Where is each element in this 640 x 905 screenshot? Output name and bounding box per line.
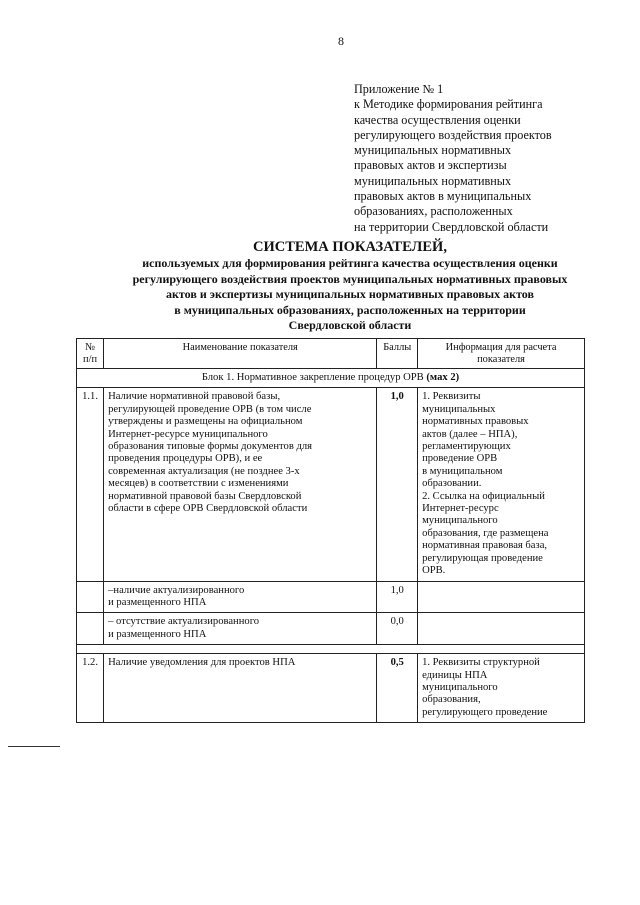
text-line: нормативная правовая база,: [422, 540, 548, 552]
row-number-empty: [77, 581, 104, 613]
margin-mark: [8, 746, 60, 747]
appendix-line: Приложение № 1: [354, 82, 444, 96]
row-number: 1.2.: [77, 654, 104, 723]
spacer-cell: [77, 645, 585, 654]
page-number: 8: [338, 34, 344, 48]
header-num-line: п/п: [83, 353, 98, 365]
appendix-line: регулирующего воздействия проектов: [354, 127, 552, 142]
block-row: [77, 369, 585, 388]
text-line: утверждены и размещены на официальном: [108, 416, 303, 428]
text-line: проведение ОРВ: [422, 453, 498, 465]
text-line: единицы НПА: [422, 669, 488, 681]
title-line: актов и экспертизы муниципальных нормативных правовых актов: [166, 287, 534, 301]
text-line: муниципальных: [422, 403, 496, 415]
info-empty: [418, 613, 585, 645]
main-title: СИСТЕМА ПОКАЗАТЕЛЕЙ,: [253, 239, 447, 255]
table-row: [77, 581, 585, 613]
text-line: Наличие нормативной правовой базы,: [108, 391, 281, 403]
text-line: в муниципальном: [422, 465, 503, 477]
text-line: муниципального: [422, 515, 498, 527]
text-line: 2. Ссылка на официальный: [422, 490, 545, 502]
appendix-line: муниципальных нормативных: [354, 143, 512, 158]
appendix-line: к Методике формирования рейтинга: [354, 97, 543, 112]
text-line: образования типовые формы документов для: [108, 441, 313, 453]
text-line: регулирующего проведение: [422, 706, 548, 718]
option-score: 1,0: [377, 581, 418, 613]
info-empty: [418, 581, 585, 613]
appendix-line: правовых актов в муниципальных: [354, 189, 532, 204]
option-score: 0,0: [377, 613, 418, 645]
table-row: [77, 613, 585, 645]
text-line: области в сфере ОРВ Свердловской области: [108, 503, 308, 515]
text-line: образовании.: [422, 478, 482, 490]
title-line: Свердловской области: [288, 318, 412, 332]
header-num: [77, 339, 104, 369]
text-line: проведения процедуры ОРВ), и ее: [108, 453, 263, 465]
text-line: 1. Реквизиты структурной: [422, 657, 540, 669]
text-line: 1. Реквизиты: [422, 391, 481, 403]
text-line: нормативных правовых: [422, 416, 529, 428]
indicator-name: Наличие уведомления для проектов НПА: [104, 654, 377, 723]
table-row: [77, 654, 585, 723]
indicators-table: [76, 338, 585, 723]
indicator-score: 1,0: [377, 388, 418, 581]
text-line: образования, где размещена: [422, 527, 549, 539]
text-line: регламентирующих: [422, 441, 511, 453]
text-line: регулирующая проведение: [422, 552, 543, 564]
text-line: и размещенного НПА: [108, 628, 207, 640]
table-row: [77, 388, 585, 581]
appendix-line: качества осуществления оценки: [354, 112, 521, 127]
appendix-line: муниципальных нормативных: [354, 173, 512, 188]
text-line: ОРВ.: [422, 565, 446, 577]
text-line: месяцев) в соответствии с изменениями: [108, 478, 289, 490]
row-number-empty: [77, 613, 104, 645]
text-line: регулирующей проведение ОРВ (в том числе: [108, 403, 312, 415]
text-line: Интернет-ресурсе муниципального: [108, 428, 268, 440]
block-1-heading: [77, 369, 585, 388]
spacer-row: [77, 645, 585, 654]
text-line: нормативной правовой базы Свердловской: [108, 490, 302, 502]
text-line: муниципального: [422, 681, 498, 693]
appendix-note: [354, 82, 624, 235]
indicator-option: [104, 581, 377, 613]
header-info: [418, 339, 585, 369]
row-number: 1.1.: [77, 388, 104, 581]
header-name: Наименование показателя: [104, 339, 377, 369]
indicator-score: 0,5: [377, 654, 418, 723]
text-line: –наличие актуализированного: [108, 584, 245, 596]
appendix-line: образованиях, расположенных: [354, 204, 513, 219]
indicator-option: [104, 613, 377, 645]
table-header-row: [77, 339, 585, 369]
text-line: Интернет-ресурс: [422, 503, 499, 515]
title-line: в муниципальных образованиях, расположенных на территории: [174, 302, 526, 317]
text-line: образования,: [422, 694, 481, 706]
header-score: Баллы: [377, 339, 418, 369]
text-line: – отсутствие актуализированного: [108, 616, 260, 628]
indicator-info: [418, 654, 585, 723]
indicator-name: [104, 388, 377, 581]
header-info-line: Информация для расчета: [445, 342, 557, 353]
appendix-line: правовых актов и экспертизы: [354, 158, 507, 173]
document-title: [60, 238, 640, 334]
block-1-max: (мах 2): [426, 372, 460, 383]
indicator-info: [418, 388, 585, 581]
block-1-label: Блок 1. Нормативное закрепление процедур ОРВ: [201, 372, 424, 383]
appendix-line: на территории Свердловской области: [354, 219, 549, 234]
title-line: регулирующего воздействия проектов муниципальных нормативных правовых: [132, 271, 568, 286]
header-num-line: №: [85, 342, 96, 353]
title-line: используемых для формирования рейтинга качества осуществления оценки: [142, 256, 558, 270]
text-line: актов (далее – НПА),: [422, 428, 518, 440]
text-line: современная актуализация (не позднее 3-х: [108, 465, 300, 477]
header-info-line: показателя: [477, 353, 525, 365]
text-line: и размещенного НПА: [108, 596, 207, 608]
